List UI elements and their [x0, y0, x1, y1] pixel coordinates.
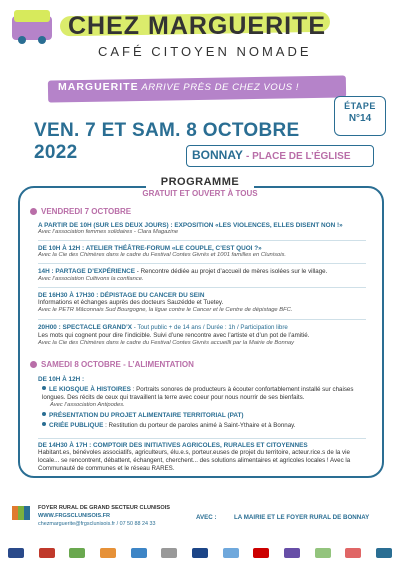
footer-contact[interactable]: chezmarguerite@frgsclunisois.fr / 07 50 88 24 33 [38, 521, 156, 527]
footer-org: FOYER RURAL DE GRAND SECTEUR CLUNISOIS [38, 505, 170, 511]
partner-logo [376, 548, 392, 558]
criee-item [38, 422, 366, 430]
banner-name: MARGUERITE [58, 81, 139, 93]
partner-logo [284, 548, 300, 558]
saturday-morning [38, 376, 366, 430]
bullet-icon [42, 422, 46, 426]
partner-logo [161, 548, 177, 558]
day-dot [30, 361, 37, 368]
kiosque-body: : Portraits sonores de producteurs à écouter confortablement installé sur chaises longues. Des récits de ceux qui travaillent la terre avec coeur pour nous nourrir de ses bienfaits. [42, 386, 354, 401]
separator [38, 263, 366, 264]
event-title: DE 16H30 À 17H30 : DÉPISTAGE DU CANCER DU SEIN [38, 292, 205, 299]
separator [38, 319, 366, 320]
event-date: VEN. 7 ET SAM. 8 OCTOBRE 2022 [34, 120, 300, 163]
event-theatre [38, 245, 366, 260]
pat-item [38, 412, 366, 420]
event-note: Avec l’association femmes solidaires - Clara Magazine [38, 229, 179, 235]
event-note: Avec la Cie des Chimères dans le cadre du Festival Contes Givrés et 1001 familles en Clunisois. [38, 252, 286, 258]
kiosque-item [38, 386, 366, 402]
event-title: DE 10H À 12H : ATELIER THÉÂTRE-FORUM «LE COUPLE, C’EST QUOI ?» [38, 245, 262, 252]
partner-logo [223, 548, 239, 558]
avec-label: AVEC : [196, 514, 217, 521]
event-title: A PARTIR DE 10H (SUR LES DEUX JOURS) : EXPOSITION «LES VIOLENCES, ELLES DISENT NON !» [38, 222, 343, 229]
comptoir-body: Habitant.es, bénévoles associatifs, agriculteurs, élu.e.s, porteur.euses de projet du territoire, acteur.rice.s de la vie locale... se rencontrent, débattent, échangent, cherchent... des solutions alimentaires et agricoles locales ! Avec la Communauté de communes et le réseau RARES. [38, 449, 351, 472]
stage-number: N°14 [348, 113, 372, 124]
pat-title: PRÉSENTATION DU PROJET ALIMENTAIRE TERRITORIAL (PAT) [49, 411, 244, 419]
event-title: 20H00 : SPECTACLE GRAND’X [38, 324, 132, 331]
separator [38, 438, 366, 439]
event-exposition [38, 222, 366, 237]
event-note: Avec l’association Cultivons la confiance. [38, 276, 144, 282]
foyer-rural-logo [12, 506, 30, 520]
event-subtitle: CAFÉ CITOYEN NOMADE [98, 44, 312, 59]
criee-body: : Restitution du porteur de paroles animé à Saint-Ythaire et à Bonnay. [105, 421, 296, 429]
partner-logo [315, 548, 331, 558]
partner-logo [8, 548, 24, 558]
event-title: 14H : PARTAGE D’EXPÉRIENCE [38, 268, 136, 275]
friday-heading [30, 207, 131, 216]
banner-text [58, 81, 348, 93]
event-body: Les mots qui cognent pour dire l’indicible. Suivi d’une rencontre avec l’artiste et d’un pot de l’amitié. [38, 332, 310, 339]
partner-logo [253, 548, 269, 558]
kiosque-note: Avec l’association Antipodes. [50, 402, 125, 408]
friday-label: VENDREDI 7 OCTOBRE [41, 207, 132, 216]
event-spectacle [38, 324, 366, 348]
day-dot [30, 208, 37, 215]
bullet-icon [42, 412, 46, 416]
event-extra: - Tout public + de 14 ans / Durée : 1h / Participation libre [133, 324, 288, 331]
kiosque-title: LE KIOSQUE À HISTOIRES [49, 386, 131, 393]
place-text [192, 148, 372, 162]
event-depistage [38, 292, 366, 315]
partner-logos-row [8, 544, 392, 562]
saturday-heading [30, 360, 194, 369]
partner-logo [69, 548, 85, 558]
saturday-label: SAMEDI 8 OCTOBRE - L’ALIMENTATION [41, 360, 194, 369]
comptoir-title: DE 14H30 À 17H : COMPTOIR DES INITIATIVES AGRICOLES, RURALES ET CITOYENNES [38, 442, 308, 449]
program-title: PROGRAMME [160, 176, 240, 188]
event-partage [38, 268, 366, 284]
partner-logo [345, 548, 361, 558]
event-comptoir [38, 442, 366, 473]
banner-rest: ARRIVE PRÈS DE CHEZ VOUS ! [141, 82, 299, 93]
stage-label: ÉTAPE [344, 101, 376, 111]
event-note: Avec la Cie des Chimères dans le cadre du Festival Contes Givrés accueilli par la Mairie de Bonnay [38, 340, 295, 346]
partner-logo [192, 548, 208, 558]
event-body: Informations et échanges auprès des docteurs Sauzédde et Tuetey. [38, 299, 224, 306]
footer-site[interactable]: WWW.FRGSCLUNISOIS.FR [38, 513, 111, 519]
partner-logo [39, 548, 55, 558]
bullet-icon [42, 386, 46, 390]
event-note: Avec le PETR Mâconnais Sud Bourgogne, la ligue contre le Cancer et le Centre de dépistage BFC. [38, 307, 293, 313]
partner-logo [100, 548, 116, 558]
program-subtitle: GRATUIT ET OUVERT À TOUS [142, 189, 258, 198]
place-main: BONNAY [192, 148, 243, 162]
partner-logo [131, 548, 147, 558]
partners-text: LA MAIRIE ET LE FOYER RURAL DE BONNAY [234, 514, 370, 521]
stage-badge [334, 96, 386, 136]
event-title: CHEZ MARGUERITE [68, 12, 327, 40]
separator [38, 287, 366, 288]
criee-title: CRIÉE PUBLIQUE [49, 421, 104, 429]
place-sub: - PLACE DE L’ÉGLISE [246, 151, 351, 162]
event-body: - Rencontre dédiée au projet d’accueil de mères isolées sur le village. [136, 268, 328, 275]
morning-title: DE 10H À 12H : [38, 376, 85, 383]
chez-marguerite-logo [10, 6, 54, 46]
separator [38, 240, 366, 241]
